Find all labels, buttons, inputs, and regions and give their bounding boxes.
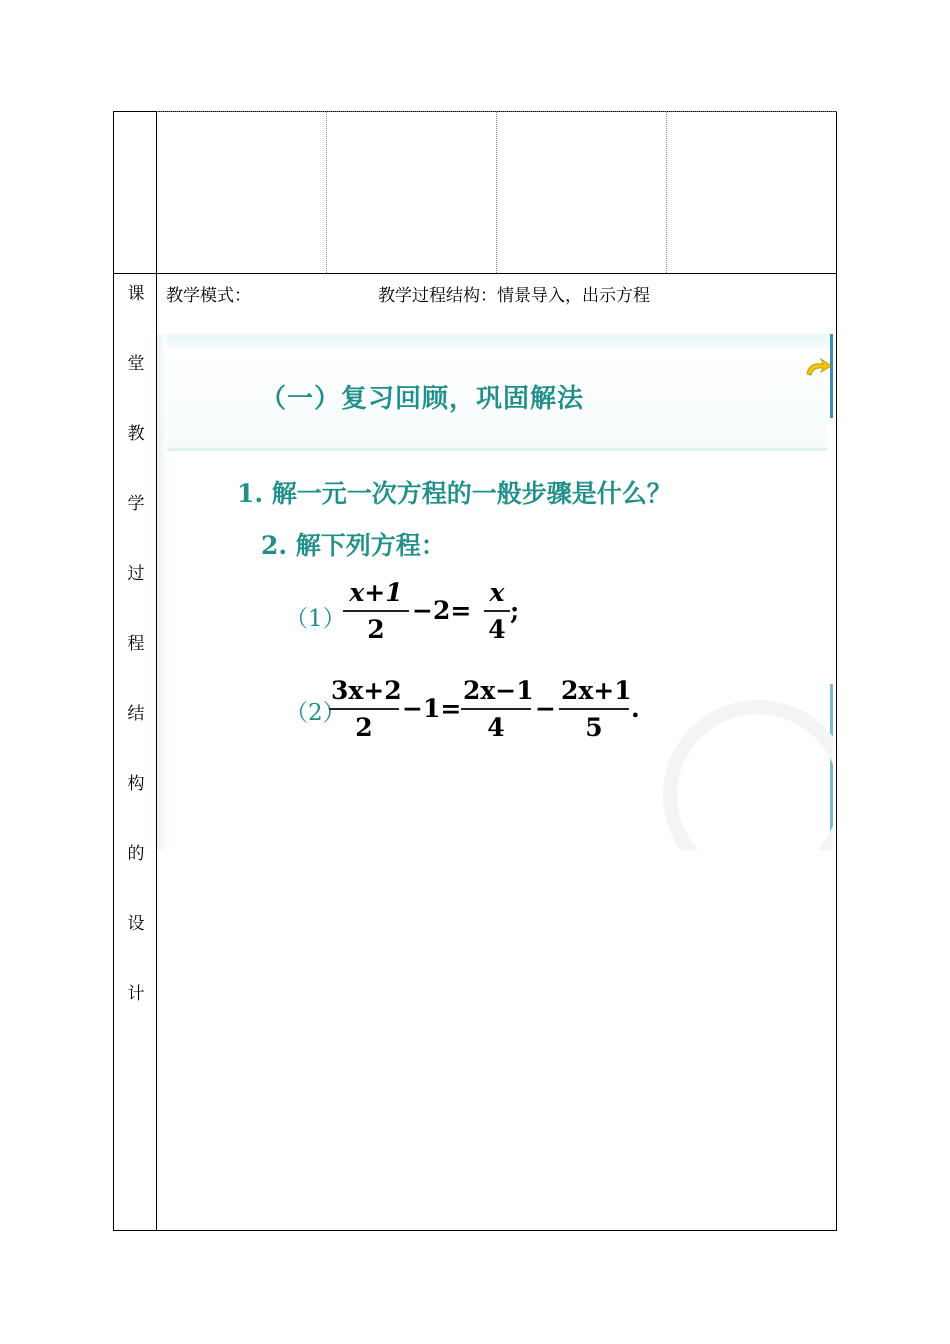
- top-row: [157, 111, 837, 273]
- equation-2-label: （2）: [285, 700, 346, 726]
- row-label-char: 设: [127, 914, 145, 934]
- row-label-char: 学: [127, 494, 145, 514]
- lesson-slide: [157, 334, 833, 850]
- denominator: 2: [367, 615, 385, 644]
- numerator: 2x−1: [461, 674, 531, 710]
- cell-divider: [326, 111, 327, 273]
- teaching-mode-label: 教学模式：: [166, 286, 251, 306]
- numerator: 3x+2: [329, 674, 399, 710]
- equation-2-fraction-2: [461, 674, 534, 746]
- row-label-char: 堂: [127, 354, 145, 374]
- row-label-char: 教: [127, 424, 145, 444]
- row-divider: [113, 273, 837, 274]
- denominator: 2: [355, 713, 373, 742]
- numerator: x+1: [343, 576, 409, 612]
- denominator: 5: [585, 713, 603, 742]
- slide-title: （一）复习回顾，巩固解法: [260, 384, 585, 414]
- equation-2-end: .: [631, 694, 640, 723]
- equation-1-fraction-lhs: [343, 576, 409, 648]
- row-label-char: 课: [127, 284, 145, 304]
- equation-1-label: （1）: [285, 606, 346, 632]
- question-2: 2. 解下列方程：: [261, 531, 446, 560]
- numerator: 2x+1: [559, 674, 629, 710]
- row-label-char: 过: [127, 564, 145, 584]
- equation-1-end: ;: [510, 596, 520, 625]
- row-label-char: 的: [127, 844, 145, 864]
- denominator: 4: [488, 615, 506, 644]
- slide-left-band: [157, 334, 167, 850]
- equation-2-op2: −: [535, 694, 556, 723]
- equation-2-op1: −1=: [402, 694, 462, 723]
- watermark-logo: [663, 700, 833, 850]
- denominator: 4: [487, 713, 505, 742]
- row-label-char: 程: [127, 634, 145, 654]
- numerator: x: [484, 576, 510, 612]
- cell-divider: [496, 111, 497, 273]
- row-label-char: 构: [127, 774, 145, 794]
- teaching-structure-label: 教学过程结构：情景导入，出示方程: [378, 286, 650, 306]
- equation-1-middle: −2=: [412, 596, 472, 625]
- equation-2-fraction-1: [329, 674, 402, 746]
- row-label-char: 计: [127, 984, 145, 1004]
- return-arrow-icon: [803, 356, 833, 386]
- equation-2-fraction-3: [559, 674, 632, 746]
- row-label-char: 结: [127, 704, 145, 724]
- cell-divider: [666, 111, 667, 273]
- equation-1-fraction-rhs: [484, 576, 510, 648]
- slide-top-band: [157, 334, 833, 348]
- question-1: 1. 解一元一次方程的一般步骤是什么？: [237, 479, 672, 508]
